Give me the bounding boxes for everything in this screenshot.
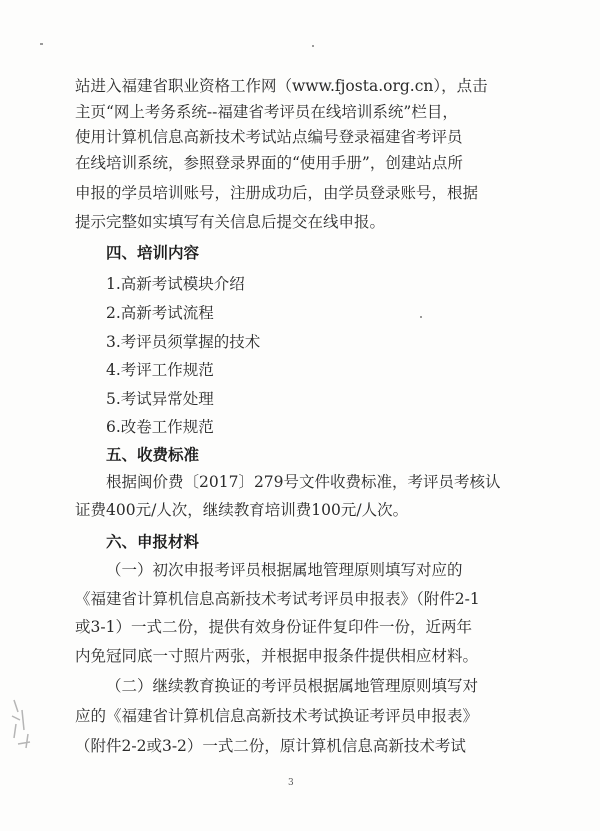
- body-text-line: 证费400元/人次，继续教育培训费100元/人次。: [75, 501, 409, 519]
- body-text-line: 内免冠同底一寸照片两张，并根据申报条件提供相应材料。: [75, 647, 479, 665]
- body-text-line: 根据闽价费〔2017〕279号文件收费标准，考评员考核认: [106, 473, 501, 491]
- body-text-line: 主页“网上考务系统--福建省考评员在线培训系统”栏目，: [75, 103, 458, 121]
- body-text-line: 《福建省计算机信息高新技术考试考评员申报表》（附件2-1: [75, 590, 480, 608]
- scan-speck: [312, 45, 314, 47]
- list-item: 2.高新考试流程: [106, 304, 214, 322]
- body-text-line: 在线培训系统，参照登录界面的“使用手册”，创建站点所: [75, 154, 463, 172]
- body-text-line: 站进入福建省职业资格工作网（www.fjosta.org.cn），点击: [75, 77, 488, 95]
- section-heading: 五、收费标准: [106, 446, 200, 464]
- body-text-line: 或3-1）一式二份，提供有效身份证件复印件一份，近两年: [75, 618, 472, 636]
- section-heading: 四、培训内容: [106, 244, 200, 262]
- list-item: 3.考评员须掌握的技术: [106, 333, 261, 351]
- body-text-line: （附件2-2或3-2）一式二份，原计算机信息高新技术考试: [75, 737, 466, 755]
- list-item: 4.考评工作规范: [106, 361, 214, 379]
- body-text-line: （二）继续教育换证的考评员根据属地管理原则填写对: [106, 677, 479, 695]
- body-text-line: 使用计算机信息高新技术考试站点编号登录福建省考评员: [75, 128, 463, 146]
- scan-speck: [40, 43, 43, 45]
- body-text-line: 提示完整如实填写有关信息后提交在线申报。: [75, 213, 386, 231]
- list-item: 5.考试异常处理: [106, 390, 214, 408]
- section-heading: 六、申报材料: [106, 533, 200, 551]
- body-text-line: 应的《福建省计算机信息高新技术考试换证考评员申报表》: [75, 707, 479, 725]
- list-item: 6.改卷工作规范: [106, 418, 214, 436]
- list-item: 1.高新考试模块介绍: [106, 275, 245, 293]
- page-number: 3: [288, 778, 294, 788]
- body-text-line: 申报的学员培训账号，注册成功后，由学员登录账号，根据: [75, 184, 479, 202]
- body-text-line: （一）初次申报考评员根据属地管理原则填写对应的: [106, 561, 463, 579]
- scan-smudge-graphic: [8, 690, 44, 810]
- scan-speck: [420, 316, 422, 318]
